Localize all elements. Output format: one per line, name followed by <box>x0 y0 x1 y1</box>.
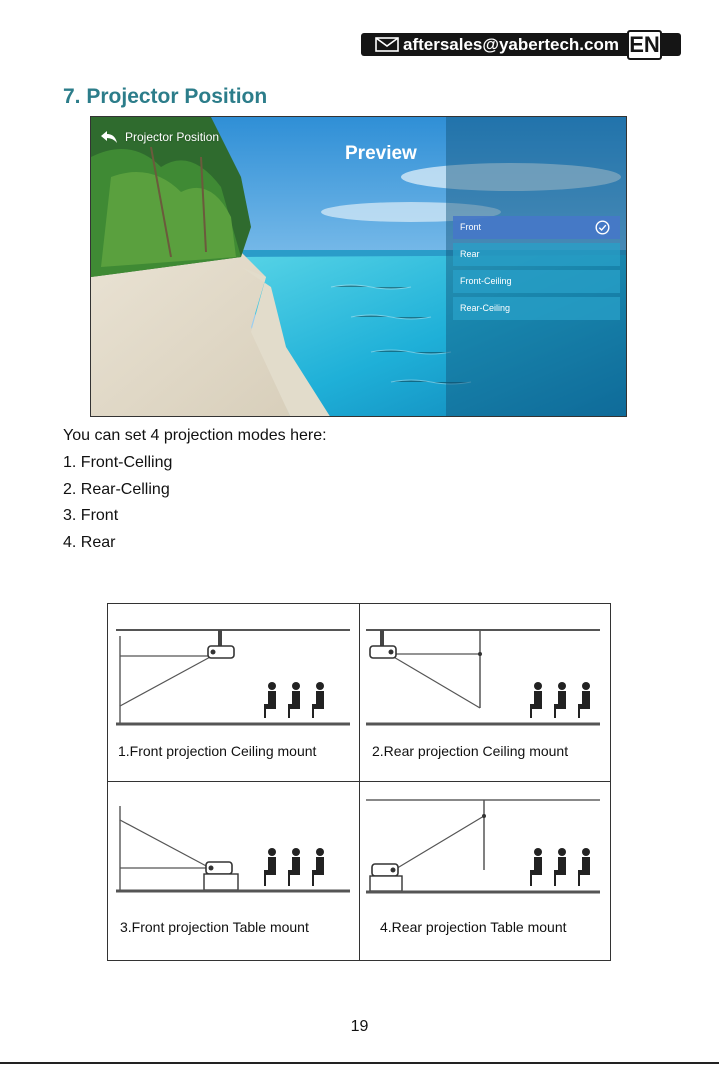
option-label: Rear-Ceiling <box>460 303 511 313</box>
mode-list-item: 1. Front-Celling <box>63 454 173 471</box>
options-panel <box>446 117 627 417</box>
mode-list-item: 2. Rear-Celling <box>63 481 170 498</box>
front-ceiling-diagram <box>114 620 354 730</box>
grid-divider <box>108 781 610 782</box>
mode-list-item: 4. Rear <box>63 534 116 551</box>
footer-divider <box>0 1062 719 1064</box>
breadcrumb: Projector Position <box>125 130 220 144</box>
diagram-caption: 3.Front projection Table mount <box>120 919 309 935</box>
mode-list-item: 3. Front <box>63 507 119 524</box>
diagram-caption: 4.Rear projection Table mount <box>380 919 567 935</box>
back-arrow-icon[interactable] <box>100 130 118 144</box>
grid-divider <box>359 604 360 960</box>
option-label: Front-Ceiling <box>460 276 512 286</box>
envelope-icon <box>375 37 399 52</box>
option-label: Front <box>460 222 482 232</box>
option-label: Rear <box>460 249 480 259</box>
check-circle-icon <box>595 220 610 235</box>
option-front[interactable] <box>453 216 620 239</box>
option-front-ceiling[interactable] <box>453 270 620 293</box>
rear-table-diagram <box>364 792 604 898</box>
front-table-diagram <box>114 798 354 898</box>
option-rear-ceiling[interactable] <box>453 297 620 320</box>
diagram-caption: 2.Rear projection Ceiling mount <box>372 743 569 759</box>
option-rear[interactable] <box>453 243 620 266</box>
projector-position-screenshot <box>90 116 627 417</box>
diagram-caption: 1.Front projection Ceiling mount <box>118 743 317 759</box>
page-number: 19 <box>350 1018 369 1035</box>
language-badge: EN <box>627 30 662 60</box>
intro-text: You can set 4 projection modes here: <box>63 427 327 444</box>
projection-diagram-grid <box>107 603 611 961</box>
section-title: 7. Projector Position <box>63 85 268 108</box>
rear-ceiling-diagram <box>364 620 604 730</box>
preview-label: Preview <box>345 143 417 164</box>
support-email[interactable]: aftersales@yabertech.com <box>403 35 619 54</box>
